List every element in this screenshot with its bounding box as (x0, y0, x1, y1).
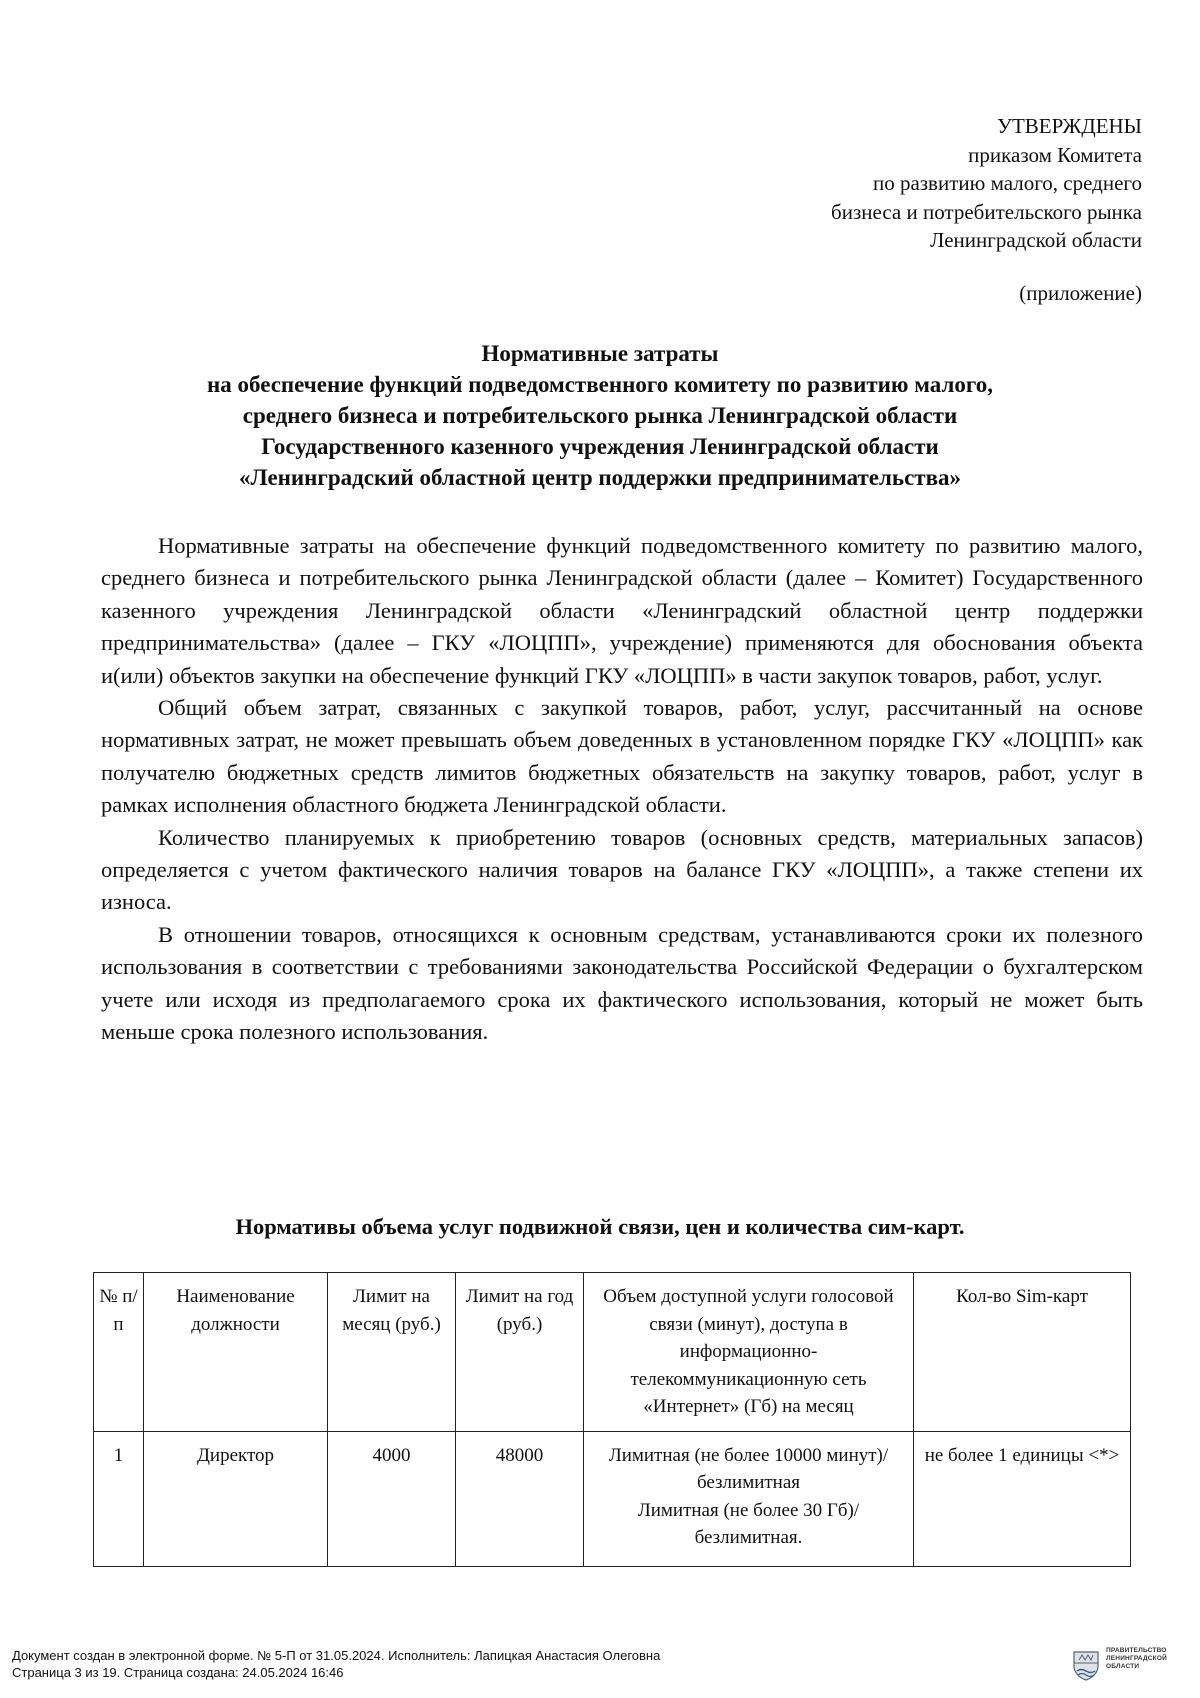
table-row (94, 1431, 1131, 1566)
cell-position: Директор (144, 1431, 328, 1566)
cell-volume (584, 1431, 914, 1566)
table-header-row (94, 1273, 1131, 1432)
logo-text-line: ПРАВИТЕЛЬСТВО (1106, 1647, 1167, 1654)
paragraph: Общий объем затрат, связанных с закупкой товаров, работ, услуг, рассчитанный на основе нормативных затрат, не может превышать объем доведенных в установленном порядке ГКУ «ЛОЦПП» как получателю бюджетных средств лимитов бюджетных обязательств на закупку товаров, работ, услуг в рамках исполнения областного бюджета Ленинградской области. (101, 695, 1143, 818)
title-line: Государственного казенного учреждения Ленинградской области (261, 434, 939, 459)
logo-text-line: ЛЕНИНГРАДСКОЙ (1106, 1655, 1167, 1662)
approval-line: по развитию малого, среднего (872, 171, 1142, 195)
header-year-limit: Лимит на год (руб.) (456, 1273, 584, 1432)
header-sim-count: Кол-во Sim-карт (914, 1273, 1131, 1432)
header-volume: Объем доступной услуги голосовой связи (минут), доступа в информационно-телекоммуникационную сеть «Интернет» (Гб) на месяц (584, 1273, 914, 1432)
approval-line: приказом Комитета (968, 142, 1142, 167)
document-footer (12, 1647, 660, 1681)
paragraph: Нормативные затраты на обеспечение функций подведомственного комитету по развитию малого, среднего бизнеса и потребительского рынка Ленинградской области (далее – Комитет) Государственного казенного учреждения Ленинградской области «Ленинградский областной центр поддержки предпринимательства» (далее – ГКУ «ЛОЦПП», учреждение) применяются для обоснования объекта и(или) объектов закупки на обеспечение функций ГКУ «ЛОЦПП» в части закупок товаров, работ, услуг. (101, 533, 1143, 688)
government-logo (1070, 1647, 1188, 1685)
header-month-limit: Лимит на месяц (руб.) (328, 1273, 456, 1432)
approval-block (831, 112, 1142, 307)
title-line: «Ленинградский областной центр поддержки предпринимательства» (238, 465, 962, 490)
coat-of-arms-icon (1070, 1649, 1102, 1681)
title-line: Нормативные затраты (481, 341, 719, 366)
title-line: на обеспечение функций подведомственного комитету по развитию малого, (207, 372, 993, 397)
approval-line: УТВЕРЖДЕНЫ (997, 114, 1142, 138)
logo-text (1106, 1647, 1167, 1671)
header-position: Наименование должности (144, 1273, 328, 1432)
cell-sim-count: не более 1 единицы <*> (914, 1431, 1131, 1566)
cell-volume-voice: Лимитная (не более 10000 минут)/безлимитная (608, 1444, 889, 1493)
logo-text-line: ОБЛАСТИ (1106, 1663, 1140, 1670)
title-line: среднего бизнеса и потребительского рынка Ленинградской области (242, 403, 958, 428)
document-title (60, 338, 1140, 493)
cell-year-limit: 48000 (456, 1431, 584, 1566)
body-text (101, 530, 1143, 1049)
approval-line: Ленинградской области (930, 228, 1142, 252)
cell-num: 1 (94, 1431, 144, 1566)
paragraph: В отношении товаров, относящихся к основным средствам, устанавливаются сроки их полезного использования в соответствии с требованиями законодательства Российской Федерации о бухгалтерском учете или исходя из предполагаемого срока их фактического использования, который не может быть меньше срока полезного использования. (101, 921, 1143, 1045)
norms-table (93, 1272, 1131, 1567)
paragraph: Количество планируемых к приобретению товаров (основных средств, материальных запасов) определяется с учетом фактического наличия товаров на балансе ГКУ «ЛОЦПП», а также степени их износа. (101, 824, 1143, 915)
cell-month-limit: 4000 (328, 1431, 456, 1566)
section-title: Нормативы объема услуг подвижной связи, цен и количества сим-карт. (235, 1214, 965, 1239)
appendix-label: (приложение) (1019, 280, 1142, 305)
cell-volume-internet: Лимитная (не более 30 Гб)/безлимитная. (637, 1499, 860, 1548)
header-num: № п/п (94, 1273, 144, 1432)
footer-line: Страница 3 из 19. Страница создана: 24.05.2024 16:46 (12, 1665, 344, 1680)
footer-line: Документ создан в электронной форме. № 5-П от 31.05.2024. Исполнитель: Лапицкая Анастасия Олеговна (12, 1648, 661, 1663)
approval-line: бизнеса и потребительского рынка (831, 199, 1142, 224)
